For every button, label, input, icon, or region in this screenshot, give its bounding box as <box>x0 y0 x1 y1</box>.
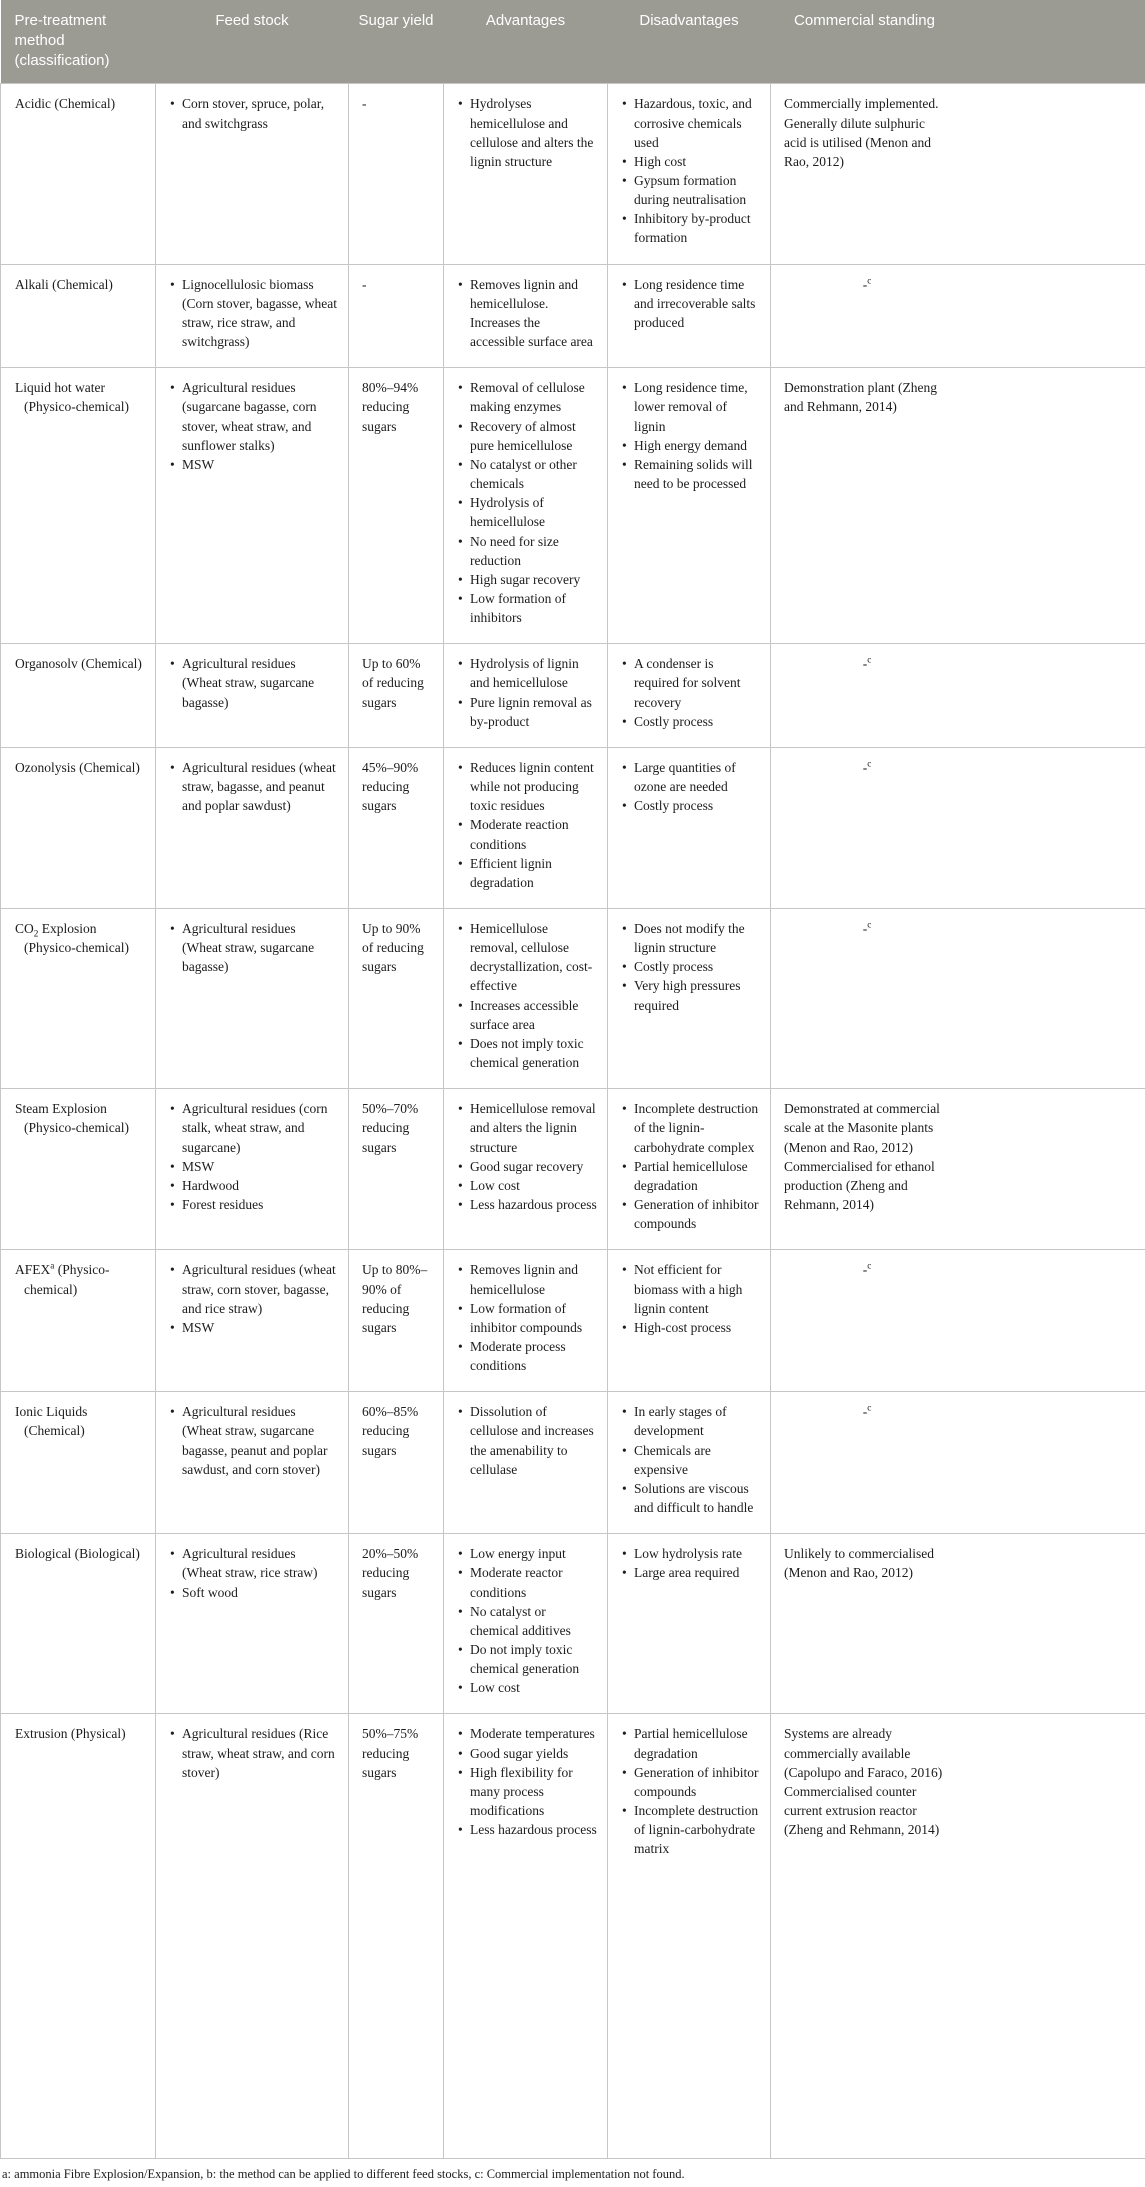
commercial-note: Demonstrated at commercial scale at the Masonite plants (Menon and Rao, 2012) <box>784 1099 950 1156</box>
column-header-method: Pre-treatment method (classification) <box>1 0 156 84</box>
cell-feedstock <box>156 1714 349 2159</box>
cell-advantages <box>444 264 608 368</box>
table-row <box>1 1714 1145 2159</box>
cell-disadvantages <box>608 264 771 368</box>
feedstock-bullet-list <box>169 275 338 352</box>
list-item: • No catalyst or other chemicals <box>457 455 597 493</box>
list-item: • Forest residues <box>169 1195 338 1214</box>
table-row <box>1 264 1145 368</box>
list-item: • Do not imply toxic chemical generation <box>457 1640 597 1678</box>
list-item: • Partial hemicellulose degradation <box>621 1724 760 1762</box>
cell-disadvantages <box>608 1089 771 1250</box>
feedstock-bullet-list <box>169 1544 338 1601</box>
cell-commercial <box>771 747 1145 908</box>
table-row <box>1 909 1145 1089</box>
list-item: • Agricultural residues (Rice straw, wheat straw, and corn stover) <box>169 1724 338 1781</box>
list-item: • Moderate reaction conditions <box>457 815 597 853</box>
cell-method <box>1 1714 156 2159</box>
table-row <box>1 368 1145 644</box>
cell-advantages <box>444 1534 608 1714</box>
method-label: Organosolv (Chemical) <box>15 654 145 673</box>
table-row <box>1 1250 1145 1392</box>
header-row <box>1 0 1145 84</box>
list-item: • High sugar recovery <box>457 570 597 589</box>
disadvantages-bullet-list <box>621 1099 760 1233</box>
commercial-note: -$^c$ <box>784 1402 950 1421</box>
cell-feedstock <box>156 747 349 908</box>
table-row <box>1 1089 1145 1250</box>
cell-commercial <box>771 644 1145 748</box>
list-item: • Moderate temperatures <box>457 1724 597 1743</box>
commercial-note: Systems are already commercially available (Capolupo and Faraco, 2016) <box>784 1724 950 1781</box>
list-item: • Large quantities of ozone are needed <box>621 758 760 796</box>
list-item: • Incomplete destruction of the lignin-carbohydrate complex <box>621 1099 760 1156</box>
list-item: • Agricultural residues (wheat straw, corn stover, bagasse, and rice straw) <box>169 1260 338 1317</box>
feedstock-bullet-list <box>169 94 338 132</box>
table-header <box>1 0 1145 84</box>
disadvantages-bullet-list <box>621 1402 760 1517</box>
list-item: • Long residence time, lower removal of lignin <box>621 378 760 435</box>
list-item: • MSW <box>169 1157 338 1176</box>
list-item: • Agricultural residues (Wheat straw, sugarcane bagasse, peanut and poplar sawdust, and corn stover) <box>169 1402 338 1479</box>
cell-sugar-yield: - <box>349 264 444 368</box>
cell-disadvantages <box>608 644 771 748</box>
list-item: • Agricultural residues (Wheat straw, sugarcane bagasse) <box>169 654 338 711</box>
disadvantages-bullet-list <box>621 919 760 1015</box>
commercial-note: -$^c$ <box>784 1260 950 1279</box>
cell-method <box>1 264 156 368</box>
cell-disadvantages <box>608 84 771 264</box>
feedstock-bullet-list <box>169 758 338 815</box>
method-label: Acidic (Chemical) <box>15 94 145 113</box>
cell-sugar-yield: 45%–90% reducing sugars <box>349 747 444 908</box>
advantages-bullet-list <box>457 378 597 627</box>
cell-advantages <box>444 1714 608 2159</box>
list-item: • Inhibitory by-product formation <box>621 209 760 247</box>
list-item: • Reduces lignin content while not producing toxic residues <box>457 758 597 815</box>
list-item: • Chemicals are expensive <box>621 1441 760 1479</box>
cell-disadvantages <box>608 909 771 1089</box>
cell-sugar-yield: Up to 90% of reducing sugars <box>349 909 444 1089</box>
cell-method <box>1 1250 156 1392</box>
list-item: • Increases accessible surface area <box>457 996 597 1034</box>
list-item: • Agricultural residues (Wheat straw, sugarcane bagasse) <box>169 919 338 976</box>
advantages-bullet-list <box>457 654 597 731</box>
cell-commercial <box>771 1534 1145 1714</box>
cell-feedstock <box>156 1250 349 1392</box>
list-item: • Moderate process conditions <box>457 1337 597 1375</box>
cell-disadvantages <box>608 747 771 908</box>
cell-disadvantages <box>608 1534 771 1714</box>
list-item: • Partial hemicellulose degradation <box>621 1157 760 1195</box>
list-item: • Efficient lignin degradation <box>457 854 597 892</box>
advantages-bullet-list <box>457 1724 597 1839</box>
method-label: Liquid hot water (Physico-chemical) <box>15 378 145 416</box>
cell-feedstock <box>156 644 349 748</box>
list-item: • Hydrolyses hemicellulose and cellulose and alters the lignin structure <box>457 94 597 171</box>
commercial-note: Demonstration plant (Zheng and Rehmann, 2014) <box>784 378 950 416</box>
cell-commercial <box>771 1714 1145 2159</box>
list-item: • MSW <box>169 455 338 474</box>
list-item: • Low cost <box>457 1176 597 1195</box>
list-item: • Lignocellulosic biomass (Corn stover, bagasse, wheat straw, rice straw, and switchgrass) <box>169 275 338 352</box>
advantages-bullet-list <box>457 1099 597 1214</box>
list-item: • Hardwood <box>169 1176 338 1195</box>
feedstock-bullet-list <box>169 919 338 976</box>
cell-method <box>1 1089 156 1250</box>
cell-sugar-yield: Up to 80%–90% of reducing sugars <box>349 1250 444 1392</box>
cell-sugar-yield: 20%–50% reducing sugars <box>349 1534 444 1714</box>
disadvantages-bullet-list <box>621 1260 760 1337</box>
column-header-disadvantages: Disadvantages <box>608 0 771 84</box>
list-item: • Removes lignin and hemicellulose <box>457 1260 597 1298</box>
list-item: • Costly process <box>621 957 760 976</box>
cell-method <box>1 1534 156 1714</box>
list-item: • No catalyst or chemical additives <box>457 1602 597 1640</box>
list-item: • High flexibility for many process modifications <box>457 1763 597 1820</box>
list-item: • Good sugar recovery <box>457 1157 597 1176</box>
list-item: • Removal of cellulose making enzymes <box>457 378 597 416</box>
commercial-note: Commercially implemented. Generally dilute sulphuric acid is utilised (Menon and Rao, 2012) <box>784 94 950 171</box>
cell-disadvantages <box>608 1392 771 1534</box>
cell-feedstock <box>156 1392 349 1534</box>
table-footnote: a: ammonia Fibre Explosion/Expansion, b: the method can be applied to different feed stocks, c: Commercial implementation not found. <box>2 2166 1145 2182</box>
cell-sugar-yield: Up to 60% of reducing sugars <box>349 644 444 748</box>
cell-sugar-yield: 80%–94% reducing sugars <box>349 368 444 644</box>
list-item: • Hemicellulose removal and alters the lignin structure <box>457 1099 597 1156</box>
cell-commercial <box>771 84 1145 264</box>
commercial-note: Unlikely to commercialised (Menon and Rao, 2012) <box>784 1544 950 1582</box>
list-item: • Corn stover, spruce, polar, and switchgrass <box>169 94 338 132</box>
commercial-note: -$^c$ <box>784 919 950 938</box>
list-item: • Recovery of almost pure hemicellulose <box>457 417 597 455</box>
list-item: • Low formation of inhibitor compounds <box>457 1299 597 1337</box>
list-item: • Very high pressures required <box>621 976 760 1014</box>
list-item: • High cost <box>621 152 760 171</box>
list-item: • Soft wood <box>169 1583 338 1602</box>
cell-advantages <box>444 368 608 644</box>
list-item: • Agricultural residues (corn stalk, wheat straw, and sugarcane) <box>169 1099 338 1156</box>
list-item: • Solutions are viscous and difficult to handle <box>621 1479 760 1517</box>
feedstock-bullet-list <box>169 654 338 711</box>
cell-disadvantages <box>608 1714 771 2159</box>
method-label: Biological (Biological) <box>15 1544 145 1563</box>
commercial-note: Commercialised for ethanol production (Zheng and Rehmann, 2014) <box>784 1157 950 1214</box>
advantages-bullet-list <box>457 1260 597 1375</box>
method-label: Ozonolysis (Chemical) <box>15 758 145 777</box>
table-row <box>1 644 1145 748</box>
advantages-bullet-list <box>457 1402 597 1479</box>
method-label: AFEX$^a$ (Physico-chemical) <box>15 1260 145 1298</box>
commercial-note: -$^c$ <box>784 275 950 294</box>
list-item: • Hydrolysis of hemicellulose <box>457 493 597 531</box>
cell-method <box>1 368 156 644</box>
cell-advantages <box>444 747 608 908</box>
cell-commercial <box>771 1089 1145 1250</box>
cell-method <box>1 909 156 1089</box>
method-label: Alkali (Chemical) <box>15 275 145 294</box>
list-item: • Low formation of inhibitors <box>457 589 597 627</box>
list-item: • Hazardous, toxic, and corrosive chemicals used <box>621 94 760 151</box>
list-item: • High energy demand <box>621 436 760 455</box>
feedstock-bullet-list <box>169 1260 338 1337</box>
list-item: • Costly process <box>621 796 760 815</box>
cell-method <box>1 747 156 908</box>
column-header-advantages: Advantages <box>444 0 608 84</box>
method-label: Extrusion (Physical) <box>15 1724 145 1743</box>
cell-feedstock <box>156 1089 349 1250</box>
column-header-commercial: Commercial standing <box>771 0 1145 84</box>
advantages-bullet-list <box>457 275 597 352</box>
cell-commercial <box>771 264 1145 368</box>
method-label: Steam Explosion (Physico-chemical) <box>15 1099 145 1137</box>
list-item: • Long residence time and irrecoverable salts produced <box>621 275 760 332</box>
feedstock-bullet-list <box>169 1724 338 1781</box>
cell-disadvantages <box>608 1250 771 1392</box>
commercial-note: Commercialised counter current extrusion reactor (Zheng and Rehmann, 2014) <box>784 1782 950 1839</box>
table-body <box>1 84 1145 2159</box>
cell-commercial <box>771 1250 1145 1392</box>
list-item: • Generation of inhibitor compounds <box>621 1763 760 1801</box>
list-item: • No need for size reduction <box>457 532 597 570</box>
method-label: Ionic Liquids (Chemical) <box>15 1402 145 1440</box>
cell-feedstock <box>156 84 349 264</box>
method-label: $CO_2$ Explosion (Physico-chemical) <box>15 919 145 957</box>
cell-commercial <box>771 1392 1145 1534</box>
advantages-bullet-list <box>457 1544 597 1697</box>
column-header-sugar_yield: Sugar yield <box>349 0 444 84</box>
list-item: • Not efficient for biomass with a high lignin content <box>621 1260 760 1317</box>
cell-method <box>1 1392 156 1534</box>
list-item: • Large area required <box>621 1563 760 1582</box>
list-item: • Removes lignin and hemicellulose. Increases the accessible surface area <box>457 275 597 352</box>
commercial-note: -$^c$ <box>784 758 950 777</box>
disadvantages-bullet-list <box>621 94 760 247</box>
advantages-bullet-list <box>457 919 597 1072</box>
list-item: • Does not modify the lignin structure <box>621 919 760 957</box>
disadvantages-bullet-list <box>621 1724 760 1858</box>
list-item: • MSW <box>169 1318 338 1337</box>
cell-advantages <box>444 84 608 264</box>
list-item: • Dissolution of cellulose and increases the amenability to cellulase <box>457 1402 597 1479</box>
list-item: • Gypsum formation during neutralisation <box>621 171 760 209</box>
list-item: • Does not imply toxic chemical generation <box>457 1034 597 1072</box>
list-item: • A condenser is required for solvent recovery <box>621 654 760 711</box>
list-item: • In early stages of development <box>621 1402 760 1440</box>
table-row <box>1 84 1145 264</box>
disadvantages-bullet-list <box>621 654 760 731</box>
list-item: • Low energy input <box>457 1544 597 1563</box>
cell-sugar-yield: - <box>349 84 444 264</box>
column-header-feedstock: Feed stock <box>156 0 349 84</box>
list-item: • Remaining solids will need to be processed <box>621 455 760 493</box>
advantages-bullet-list <box>457 94 597 171</box>
list-item: • Agricultural residues (sugarcane bagasse, corn stover, wheat straw, and sunflower stalks) <box>169 378 338 455</box>
list-item: • Costly process <box>621 712 760 731</box>
cell-feedstock <box>156 909 349 1089</box>
disadvantages-bullet-list <box>621 378 760 493</box>
cell-method <box>1 644 156 748</box>
cell-method <box>1 84 156 264</box>
cell-commercial <box>771 909 1145 1089</box>
list-item: • Agricultural residues (Wheat straw, rice straw) <box>169 1544 338 1582</box>
disadvantages-bullet-list <box>621 1544 760 1582</box>
feedstock-bullet-list <box>169 378 338 474</box>
list-item: • Hemicellulose removal, cellulose decrystallization, cost-effective <box>457 919 597 996</box>
table-row <box>1 747 1145 908</box>
cell-advantages <box>444 1089 608 1250</box>
cell-sugar-yield: 60%–85% reducing sugars <box>349 1392 444 1534</box>
cell-commercial <box>771 368 1145 644</box>
cell-feedstock <box>156 1534 349 1714</box>
list-item: • Pure lignin removal as by-product <box>457 693 597 731</box>
list-item: • Agricultural residues (wheat straw, bagasse, and peanut and poplar sawdust) <box>169 758 338 815</box>
commercial-note: -$^c$ <box>784 654 950 673</box>
list-item: • Hydrolysis of lignin and hemicellulose <box>457 654 597 692</box>
table-row <box>1 1534 1145 1714</box>
cell-sugar-yield: 50%–75% reducing sugars <box>349 1714 444 2159</box>
cell-advantages <box>444 644 608 748</box>
feedstock-bullet-list <box>169 1099 338 1214</box>
list-item: • Low hydrolysis rate <box>621 1544 760 1563</box>
table-row <box>1 1392 1145 1534</box>
feedstock-bullet-list <box>169 1402 338 1479</box>
cell-advantages <box>444 1392 608 1534</box>
list-item: • Moderate reactor conditions <box>457 1563 597 1601</box>
list-item: • Less hazardous process <box>457 1195 597 1214</box>
cell-disadvantages <box>608 368 771 644</box>
list-item: • Incomplete destruction of lignin-carbohydrate matrix <box>621 1801 760 1858</box>
cell-feedstock <box>156 264 349 368</box>
list-item: • Good sugar yields <box>457 1744 597 1763</box>
list-item: • High-cost process <box>621 1318 760 1337</box>
advantages-bullet-list <box>457 758 597 892</box>
cell-feedstock <box>156 368 349 644</box>
disadvantages-bullet-list <box>621 758 760 815</box>
list-item: • Less hazardous process <box>457 1820 597 1839</box>
list-item: • Generation of inhibitor compounds <box>621 1195 760 1233</box>
cell-sugar-yield: 50%–70% reducing sugars <box>349 1089 444 1250</box>
cell-advantages <box>444 1250 608 1392</box>
list-item: • Low cost <box>457 1678 597 1697</box>
cell-advantages <box>444 909 608 1089</box>
disadvantages-bullet-list <box>621 275 760 332</box>
